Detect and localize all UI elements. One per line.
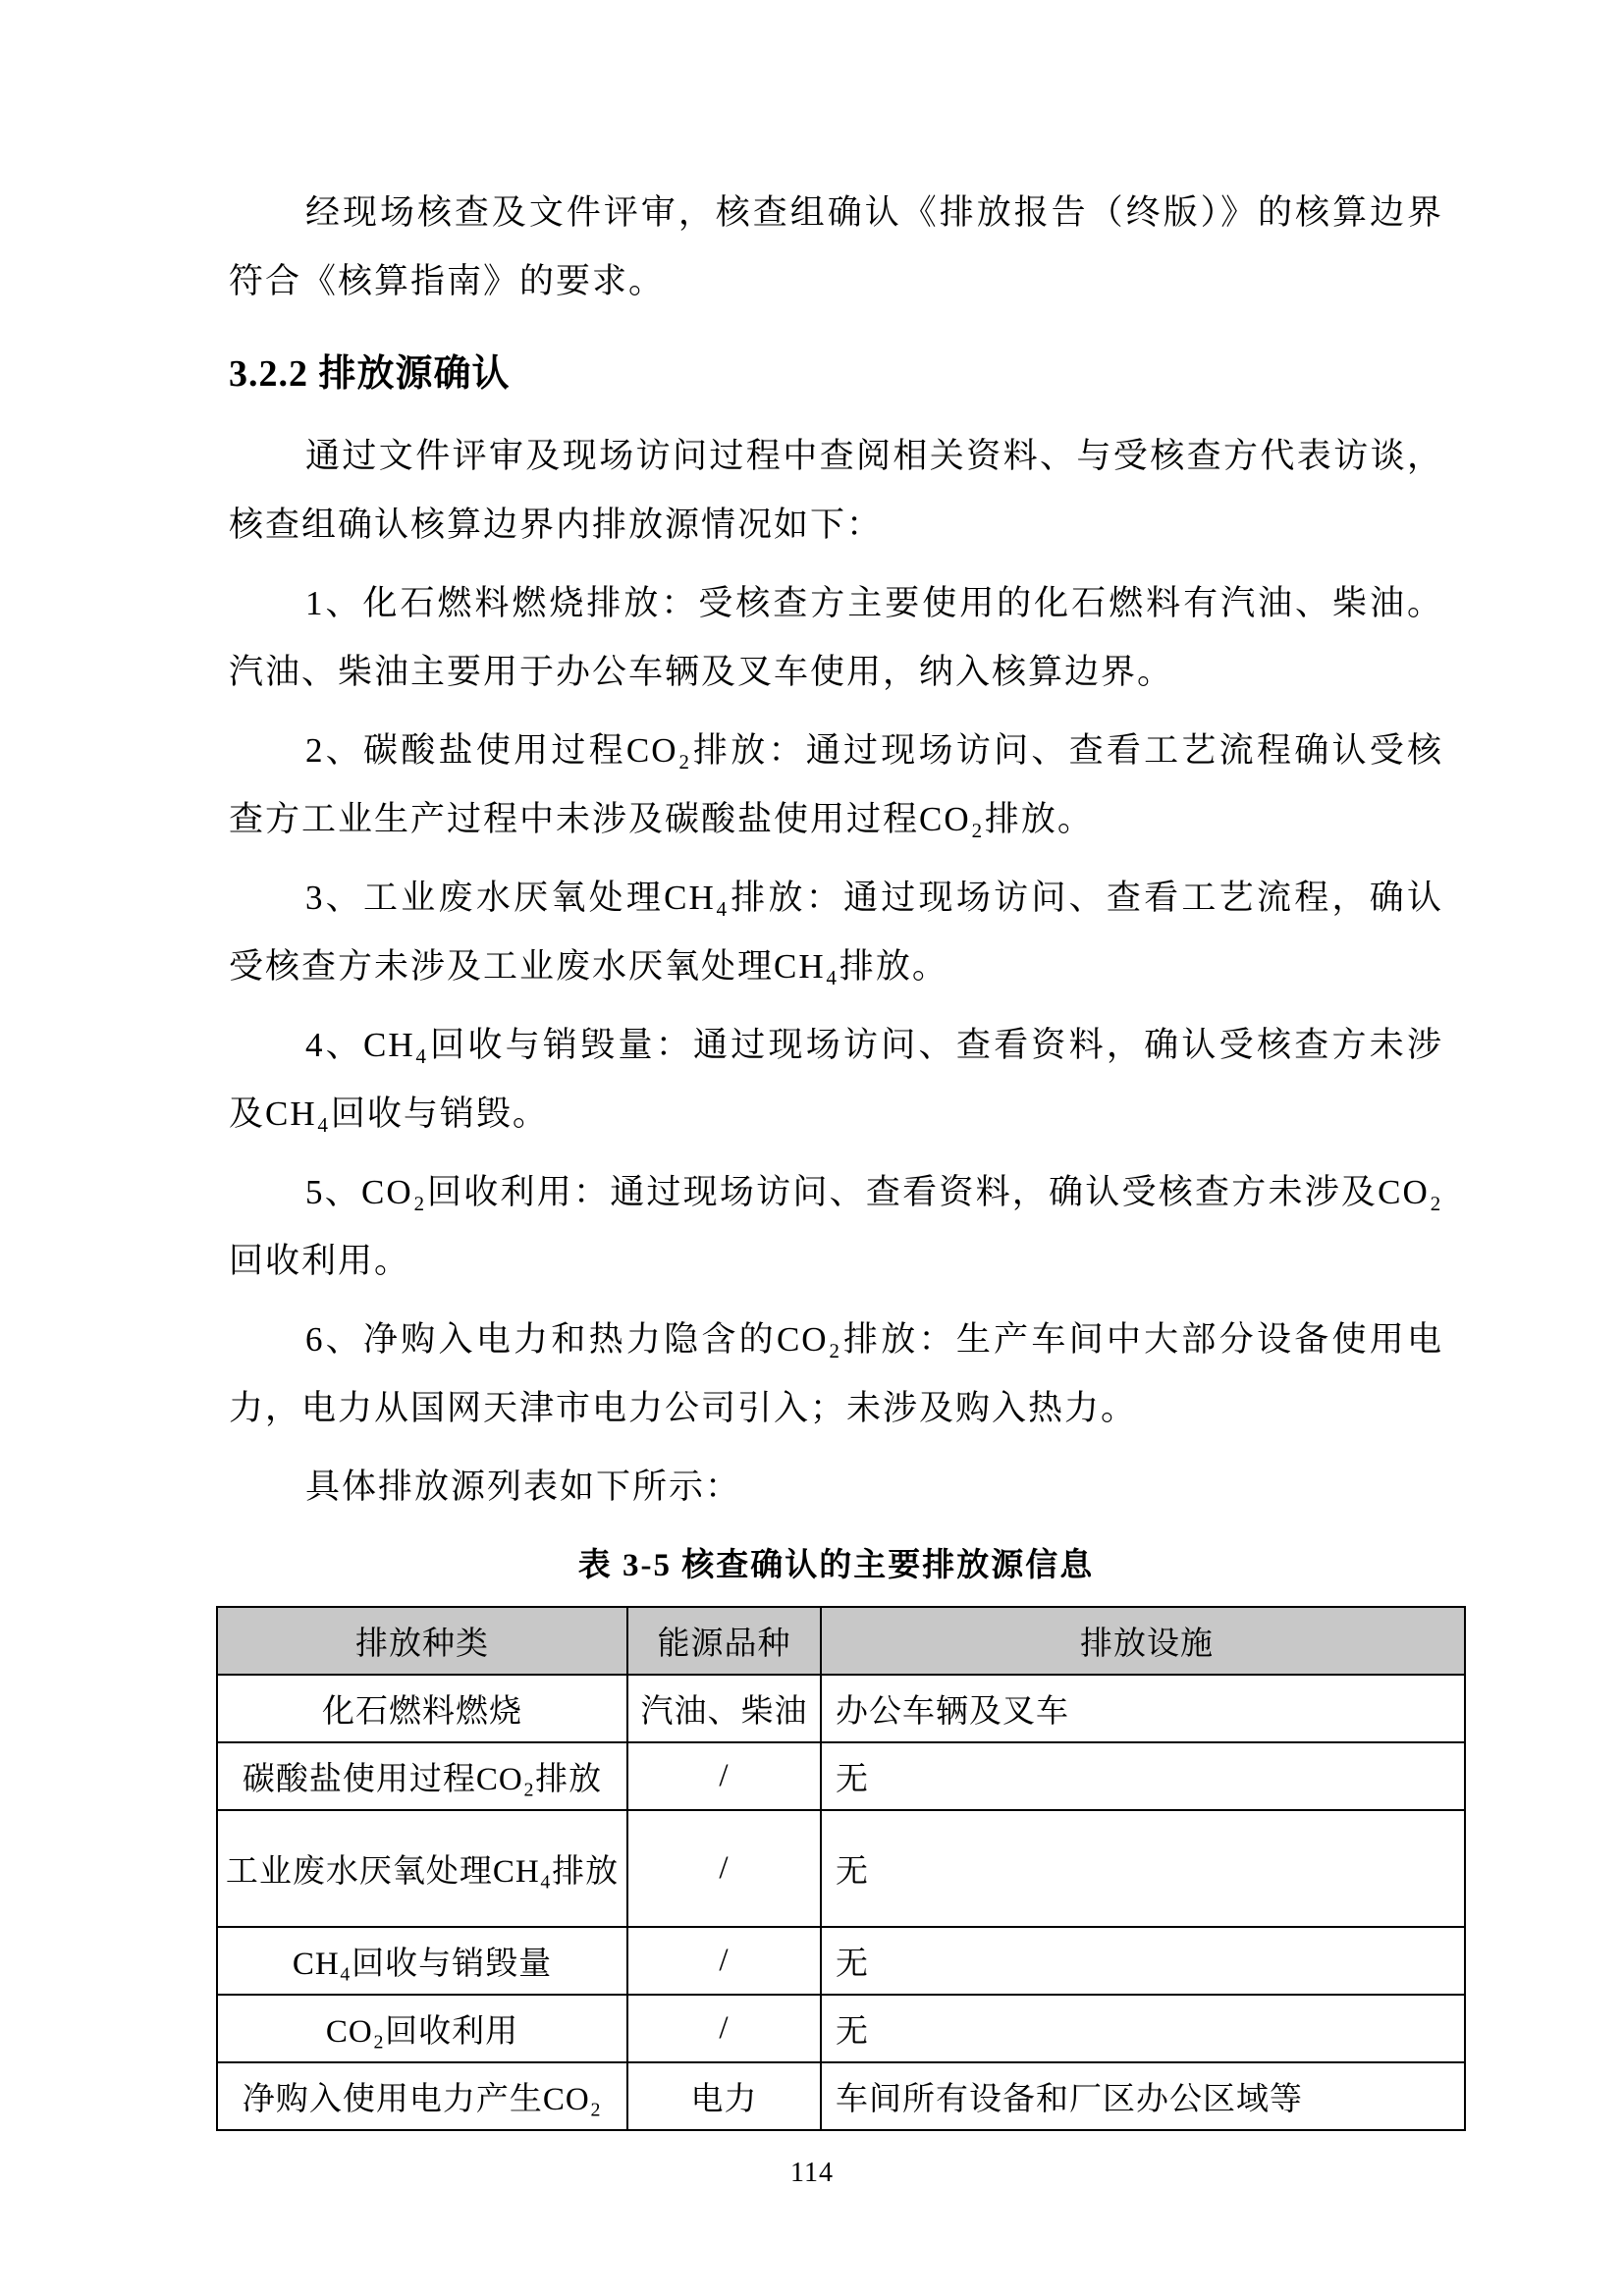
cell-energy-type: 汽油、柴油 (627, 1675, 821, 1742)
table-row-fossil-fuel (217, 1675, 1465, 1742)
emission-item-4: 4、CH₄回收与销毁量：通过现场访问、查看资料，确认受核查方未涉及CH₄回收与销毁。 (229, 1026, 1443, 1133)
cell-emission-facility: 车间所有设备和厂区办公区域等 (821, 2062, 1465, 2130)
cell-emission-type: 化石燃料燃烧 (217, 1675, 627, 1742)
cell-emission-type: 碳酸盐使用过程CO₂排放 (217, 1742, 627, 1810)
list-intro-paragraph: 具体排放源列表如下所示： (305, 1468, 742, 1506)
emission-item-3: 3、工业废水厌氧处理CH₄排放：通过现场访问、查看工艺流程，确认受核查方未涉及工业废水厌氧处理CH₄排放。 (229, 879, 1443, 986)
emission-item-2: 2、碳酸盐使用过程CO₂排放：通过现场访问、查看工艺流程确认受核查方工业生产过程中未涉及碳酸盐使用过程CO₂排放。 (229, 731, 1443, 838)
cell-emission-facility: 无 (821, 1927, 1465, 1995)
table-row-co2-recovery (217, 1995, 1465, 2062)
emission-item-6: 6、净购入电力和热力隐含的CO₂排放：生产车间中大部分设备使用电力，电力从国网天津市电力公司引入；未涉及购入热力。 (229, 1320, 1443, 1427)
cell-emission-facility: 无 (821, 1995, 1465, 2062)
table-row-ch4-recovery (217, 1927, 1465, 1995)
emission-source-table (216, 1606, 1466, 2131)
table-header-row (217, 1607, 1465, 1675)
header-emission-type: 排放种类 (217, 1607, 627, 1675)
table-row-carbonate (217, 1742, 1465, 1810)
cell-emission-type: 工业废水厌氧处理CH₄排放 (217, 1810, 627, 1927)
page-number: 114 (790, 2158, 834, 2188)
table-row-wastewater (217, 1810, 1465, 1927)
cell-energy-type: 电力 (627, 2062, 821, 2130)
cell-emission-facility: 无 (821, 1810, 1465, 1927)
cell-energy-type: / (627, 1742, 821, 1810)
cell-emission-type: CO₂回收利用 (217, 1995, 627, 2062)
table-row-purchased-electricity (217, 2062, 1465, 2130)
section-heading: 3.2.2 排放源确认 (229, 353, 511, 395)
emission-item-5: 5、CO₂回收利用：通过现场访问、查看资料，确认受核查方未涉及CO₂回收利用。 (229, 1173, 1443, 1280)
table-caption: 表 3-5 核查确认的主要排放源信息 (577, 1548, 1095, 1583)
cell-energy-type: / (627, 1927, 821, 1995)
cell-emission-type: CH₄回收与销毁量 (217, 1927, 627, 1995)
cell-energy-type: / (627, 1810, 821, 1927)
emission-item-1: 1、化石燃料燃烧排放：受核查方主要使用的化石燃料有汽油、柴油。汽油、柴油主要用于办公车辆及叉车使用，纳入核算边界。 (229, 584, 1443, 691)
cell-emission-type: 净购入使用电力产生CO₂ (217, 2062, 627, 2130)
cell-emission-facility: 无 (821, 1742, 1465, 1810)
cell-emission-facility: 办公车辆及叉车 (821, 1675, 1465, 1742)
intro-paragraph: 经现场核查及文件评审，核查组确认《排放报告（终版）》的核算边界符合《核算指南》的要求。 (229, 193, 1443, 300)
cell-energy-type: / (627, 1995, 821, 2062)
body-intro-paragraph: 通过文件评审及现场访问过程中查阅相关资料、与受核查方代表访谈，核查组确认核算边界内排放源情况如下： (229, 437, 1443, 544)
header-energy-type: 能源品种 (627, 1607, 821, 1675)
content-area (225, 179, 1443, 2131)
header-emission-facility: 排放设施 (821, 1607, 1465, 1675)
